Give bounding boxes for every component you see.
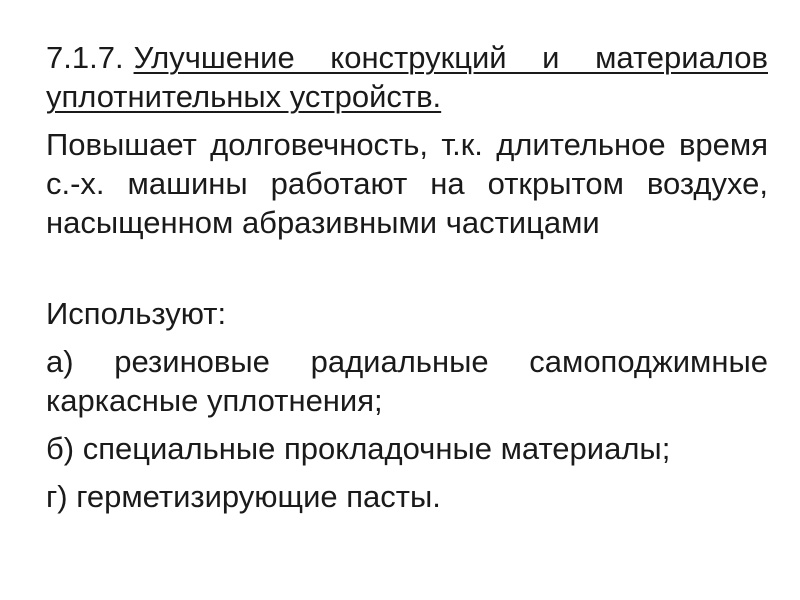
list-item-b: б) специальные прокладочные материалы; (46, 431, 671, 466)
uses-label: Используют: (46, 296, 227, 331)
section-number: 7.1.7. (46, 40, 124, 75)
section-heading (46, 38, 768, 116)
intro-paragraph: Повышает долговечность, т.к. длительное время с.-х. машины работают на открытом воздухе, насыщенном абразивными частицами (46, 127, 768, 240)
list-item-g: г) герметизирующие пасты. (46, 479, 441, 514)
slide-content (46, 38, 768, 516)
list-item-a: а) резиновые радиальные самоподжимные каркасные уплотнения; (46, 344, 768, 418)
section-title: Улучшение конструкций и материалов уплотнительных устройств. (46, 40, 768, 114)
